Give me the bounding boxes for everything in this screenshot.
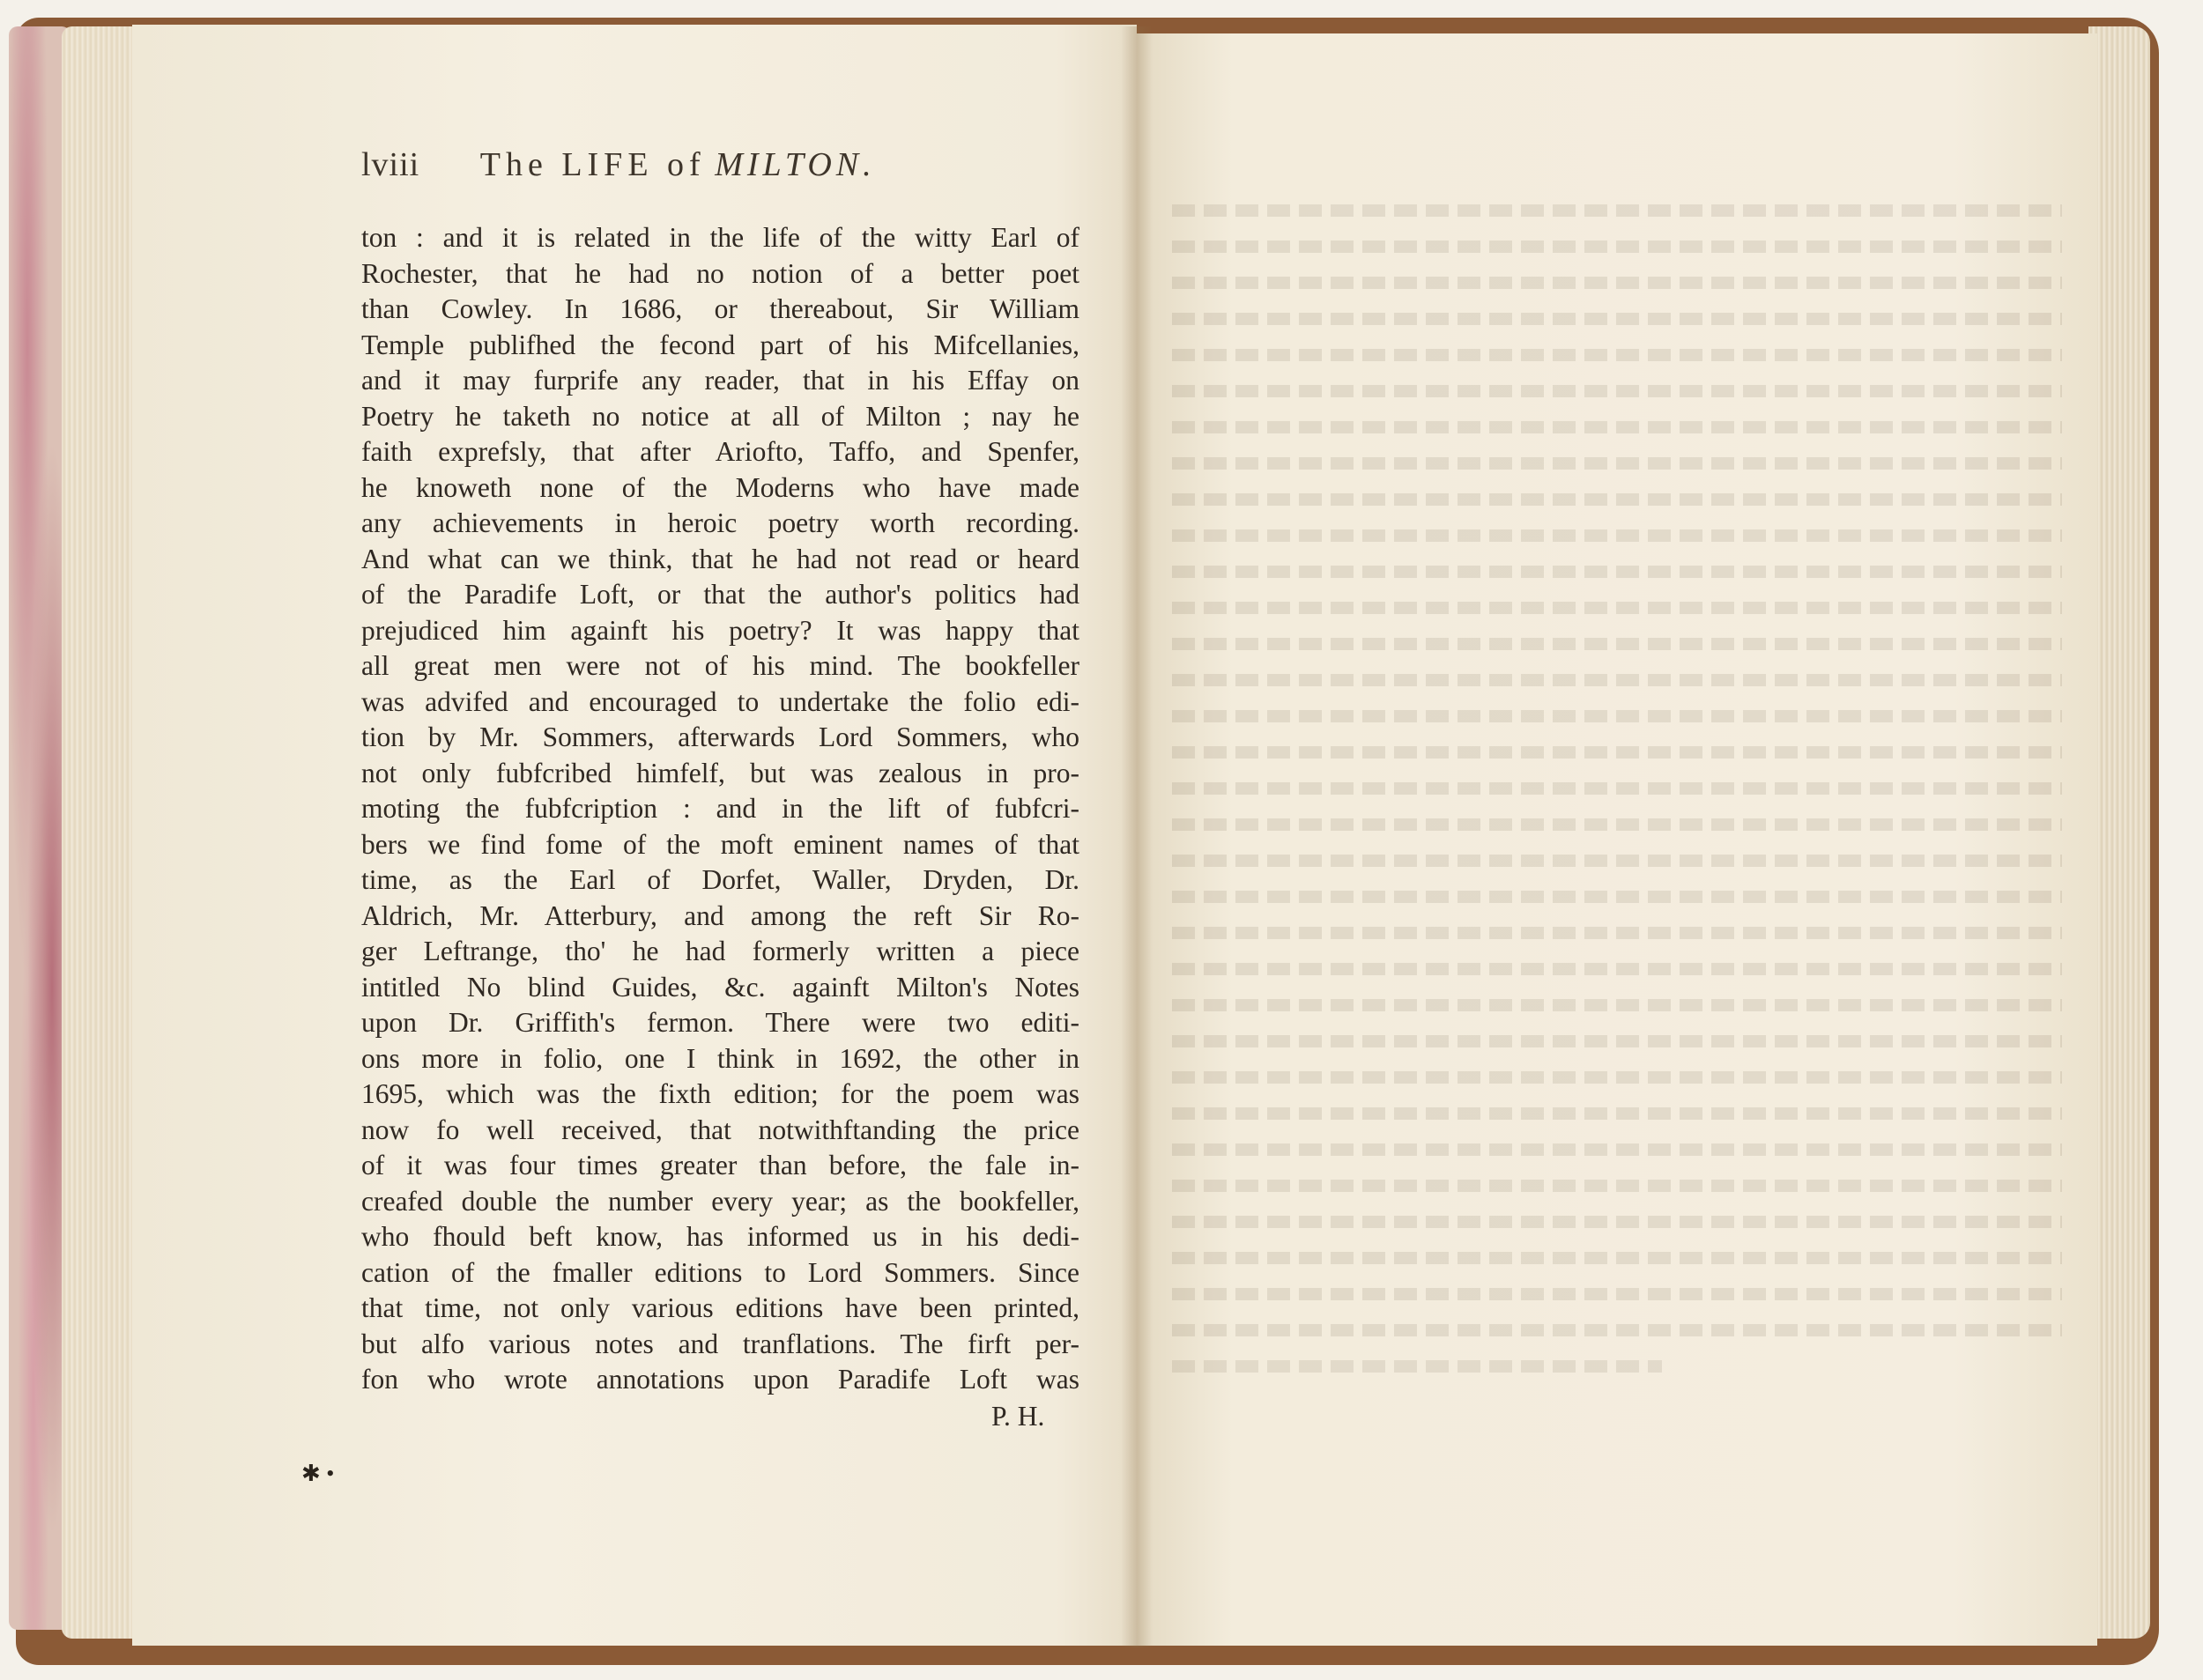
ghost-line — [1172, 891, 2062, 903]
text-line: prejudiced him againft his poetry? It was happy that — [361, 614, 1079, 646]
ghost-line — [1172, 602, 2062, 614]
ghost-line — [1172, 1180, 2062, 1192]
ghost-line — [1172, 529, 2062, 542]
ghost-line — [1172, 1143, 2062, 1156]
ghost-line — [1172, 1035, 2062, 1047]
show-through-text — [1172, 141, 2062, 1396]
text-line: cation of the fmaller editions to Lord Sommers. Since — [361, 1256, 1079, 1288]
ghost-line — [1172, 782, 2062, 795]
ghost-heading — [1172, 141, 2062, 176]
ghost-line — [1172, 674, 2062, 686]
book-gutter — [1121, 26, 1153, 1647]
text-line: all great men were not of his mind. The bookfeller — [361, 650, 1079, 681]
text-line: and it may furprife any reader, that in his Effay on — [361, 365, 1079, 396]
ghost-line — [1172, 855, 2062, 867]
text-line: intitled No blind Guides, &c. againft Milton's Notes — [361, 971, 1079, 1003]
ghost-line — [1172, 493, 2062, 506]
ghost-line — [1172, 927, 2062, 939]
text-line: not only fubfcribed himfelf, but was zealous in pro- — [361, 757, 1079, 788]
text-line: bers we find fome of the moft eminent names of that — [361, 828, 1079, 860]
ghost-line — [1172, 204, 2062, 217]
text-line: who fhould beft know, has informed us in his dedi- — [361, 1221, 1079, 1252]
ghost-line — [1172, 277, 2062, 289]
ghost-line — [1172, 457, 2062, 470]
catchword: P. H. — [991, 1401, 1045, 1432]
text-line: of it was four times greater than before, the fale in- — [361, 1150, 1079, 1180]
ghost-line — [1172, 241, 2062, 253]
text-line: moting the fubfcription : and in the lift of fubfcri- — [361, 793, 1079, 824]
page-number: lviii — [361, 146, 420, 183]
text-line: of the Paradife Loft, or that the author's politics had — [361, 579, 1079, 610]
text-line: 1695, which was the fixth edition; for the poem was — [361, 1078, 1079, 1109]
text-line: upon Dr. Griffith's fermon. There were two editi- — [361, 1007, 1079, 1038]
ghost-line — [1172, 349, 2062, 361]
text-line: Temple publifhed the fecond part of his Mifcellanies, — [361, 329, 1079, 360]
text-line: ons more in folio, one I think in 1692, the other in — [361, 1042, 1079, 1074]
ghost-line — [1172, 385, 2062, 397]
ghost-line — [1172, 313, 2062, 325]
ghost-line — [1172, 710, 2062, 722]
text-line: was advifed and encouraged to undertake the folio edi- — [361, 685, 1079, 717]
body-text — [361, 220, 1079, 1398]
text-line: now fo well received, that notwithftanding the price — [361, 1114, 1079, 1145]
text-line: than Cowley. In 1686, or thereabout, Sir William — [361, 293, 1079, 324]
text-line: that time, not only various editions have been printed, — [361, 1292, 1079, 1323]
ghost-line — [1172, 1252, 2062, 1264]
ghost-line — [1172, 566, 2062, 578]
ghost-line — [1172, 999, 2062, 1011]
ghost-line — [1172, 1107, 2062, 1120]
text-line: tion by Mr. Sommers, afterwards Lord Sommers, who — [361, 722, 1079, 752]
ghost-line — [1172, 963, 2062, 975]
ghost-line — [1172, 1288, 2062, 1300]
ghost-line — [1172, 1360, 1662, 1373]
text-line: Poetry he taketh no notice at all of Milton ; nay he — [361, 400, 1079, 432]
ghost-line — [1172, 1324, 2062, 1336]
running-head — [361, 145, 876, 184]
text-line: Rochester, that he had no notion of a better poet — [361, 257, 1079, 289]
ghost-line — [1172, 1216, 2062, 1228]
text-line: ger Leftrange, tho' he had formerly written a piece — [361, 936, 1079, 966]
text-line: fon who wrote annotations upon Paradife Loft was — [361, 1364, 1079, 1395]
text-line: Aldrich, Mr. Atterbury, and among the reft Sir Ro- — [361, 899, 1079, 931]
text-line: any achievements in heroic poetry worth recording. — [361, 507, 1079, 538]
running-title-name: MILTON. — [715, 146, 876, 183]
ghost-line — [1172, 421, 2062, 433]
text-line: creafed double the number every year; as the bookfeller, — [361, 1185, 1079, 1217]
ink-blot: ✱ • — [301, 1461, 335, 1486]
ghost-line — [1172, 638, 2062, 650]
text-line: And what can we think, that he had not read or heard — [361, 543, 1079, 574]
ghost-line — [1172, 1071, 2062, 1084]
ghost-line — [1172, 746, 2062, 759]
text-line: ton : and it is related in the life of the witty Earl of — [361, 222, 1079, 253]
ghost-line — [1172, 818, 2062, 831]
text-line: time, as the Earl of Dorfet, Waller, Dryden, Dr. — [361, 864, 1079, 895]
right-page-edges — [2088, 26, 2150, 1639]
text-line: faith exprefsly, that after Ariofto, Taffo, and Spenfer, — [361, 436, 1079, 467]
text-line: he knoweth none of the Moderns who have made — [361, 471, 1079, 503]
running-title: The LIFE of — [479, 146, 706, 183]
text-line: but alfo various notes and tranflations. The firft per- — [361, 1328, 1079, 1359]
